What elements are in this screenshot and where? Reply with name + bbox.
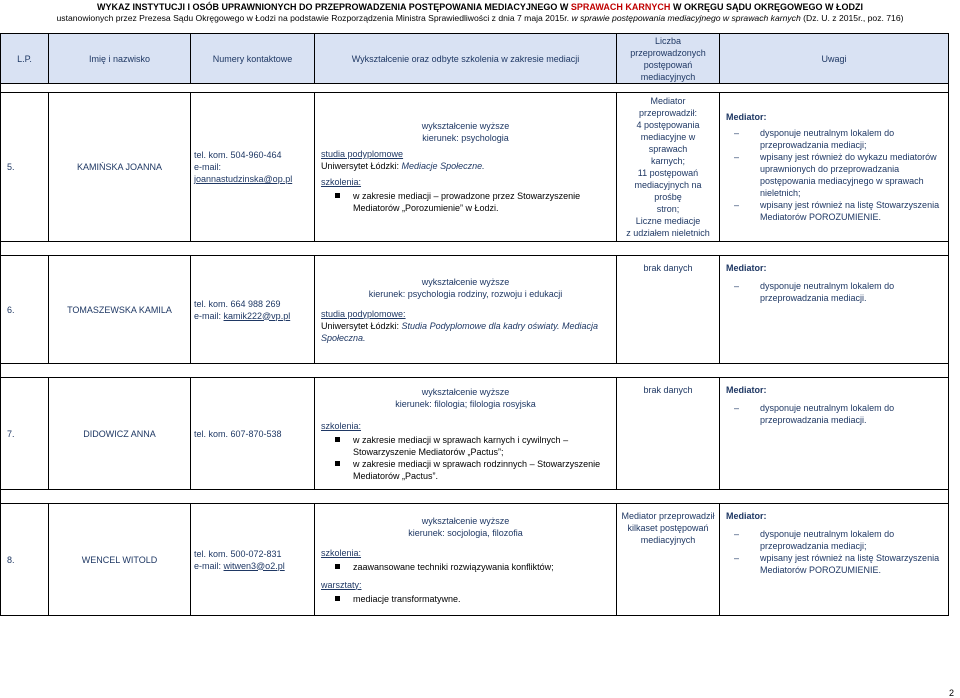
col-contact-header: Numery kontaktowe [191,34,315,84]
training-item: w zakresie mediacji w sprawach rodzinnych – Stowarzyszenie Mediatorów „Pactus”. [335,458,610,482]
training-label: szkolenia: [321,420,362,431]
row-count: brak danych [617,378,720,490]
edu-field: kierunek: psychologia rodziny, rozwoju i edukacji [368,288,563,299]
studies-italic: Studia Podyplomowe dla kadry oświaty. Mediacja Społeczna. [321,320,598,343]
edu-title: wykształcenie wyższe [421,276,510,287]
email-link[interactable]: joannastudzinska@op.pl [194,174,293,184]
notes-item: – dysponuje neutralnym lokalem do przeprowadzania mediacji; [734,127,942,151]
training-item: w zakresie mediacji – prowadzone przez Stowarzyszenie Mediatorów „Porozumienie” w Łodzi. [335,190,610,214]
row-notes [720,378,949,490]
training-item: w zakresie mediacji w sprawach karnych i cywilnych – Stowarzyszenie Mediatorów „Pactus”; [335,434,610,458]
workshops-label: warsztaty: [321,579,362,590]
notes-item: – wpisany jest również na listę Stowarzyszenia Mediatorów POROZUMIENIE. [734,199,942,223]
table-row [1,93,949,242]
email-label: e-mail: [194,310,222,321]
row-name: KAMIŃSKA JOANNA [49,93,191,242]
row-lp: 6. [1,256,49,364]
edu-field: kierunek: filologia; filologia rosyjska [395,398,536,409]
col-name-header: Imię i nazwisko [49,34,191,84]
mediators-table [0,33,949,616]
col-education-header: Wykształcenie oraz odbyte szkolenia w zakresie mediacji [315,34,617,84]
email-label: e-mail: [194,560,222,571]
phone: tel. kom. 504-960-464 [194,150,282,160]
header-line-2: ustanowionych przez Prezesa Sądu Okręgowego w Łodzi na podstawie Rozporządzenia Ministra Sprawiedliwości z dnia 7 maja 2015r. w sprawie postępowania mediacyjnego w sprawach karnych (Dz. U. z 2015r., poz. 716) [56,13,904,23]
row-education [315,93,617,242]
row-lp: 7. [1,378,49,490]
studies-label: studia podyplomowe [321,149,404,159]
notes-label: Mediator: [726,511,767,521]
table-row [1,256,949,364]
row-name: WENCEL WITOLD [49,504,191,616]
email-label: e-mail: [194,162,222,172]
row-education [315,256,617,364]
notes-item: – wpisany jest również na listę Stowarzyszenia Mediatorów POROZUMIENIE. [734,552,942,576]
row-contact [191,93,315,242]
studies-label: studia podyplomowe: [321,308,406,319]
notes-item: – wpisany jest również do wykazu mediatorów uprawnionych do przeprowadzania postępowania mediacyjnego w sprawach nieletnich; [734,151,942,199]
edu-title: wykształcenie wyższe [421,515,510,526]
row-count: Mediator przeprowadził kilkaset postępowań mediacyjnych [617,504,720,616]
col-notes-header: Uwagi [720,34,949,84]
row-lp: 8. [1,504,49,616]
row-notes [720,504,949,616]
row-count: brak danych [617,256,720,364]
email-link[interactable]: kamik222@vp.pl [223,310,291,321]
training-label: szkolenia: [321,177,362,187]
notes-label: Mediator: [726,385,767,395]
training-label: szkolenia: [321,547,362,558]
row-notes [720,256,949,364]
row-count: Mediator przeprowadził: 4 postępowania mediacyjne w sprawach karnych; 11 postępowań mediacyjnych na prośbę stron; Liczne mediacje z udziałem nieletnich [617,93,720,242]
row-education [315,504,617,616]
studies-italic: Mediacje Społeczne. [401,161,485,171]
workshop-item: mediacje transformatywne. [335,593,610,605]
header-line-1: WYKAZ INSTYTUCJI I OSÓB UPRAWNIONYCH DO PRZEPROWADZENIA POSTĘPOWANIA MEDIACYJNEGO W SPRAWACH KARNYCH W OKRĘGU SĄDU OKRĘGOWEGO W ŁODZI [97,2,863,12]
email-link[interactable]: witwen3@o2.pl [223,560,285,571]
col-count-header: Liczba przeprowadzonych postępowań mediacyjnych [617,34,720,84]
page-number: 2 [948,688,954,698]
phone: tel. kom. 664 988 269 [194,298,281,309]
notes-label: Mediator: [726,263,767,273]
edu-field: kierunek: psychologia [422,133,509,143]
row-name: DIDOWICZ ANNA [49,378,191,490]
row-contact [191,378,315,490]
studies-text: Uniwersytet Łódzki: [321,161,400,171]
row-lp: 5. [1,93,49,242]
phone: tel. kom. 607-870-538 [194,428,282,439]
notes-item: – dysponuje neutralnym lokalem do przeprowadzania mediacji. [734,402,942,426]
phone: tel. kom. 500-072-831 [194,548,282,559]
row-contact [191,256,315,364]
row-education [315,378,617,490]
col-lp-header: L.P. [1,34,49,84]
table-row [1,378,949,490]
notes-item: – dysponuje neutralnym lokalem do przeprowadzania mediacji. [734,280,942,304]
row-contact [191,504,315,616]
row-name: TOMASZEWSKA KAMILA [49,256,191,364]
table-header-row [1,34,949,84]
notes-label: Mediator: [726,112,767,122]
edu-title: wykształcenie wyższe [421,386,510,397]
training-item: zaawansowane techniki rozwiązywania konfliktów; [335,561,610,573]
studies-text: Uniwersytet Łódzki: [321,320,400,331]
document-header [0,2,960,24]
edu-field: kierunek: socjologia, filozofia [408,527,523,538]
row-notes [720,93,949,242]
edu-title: wykształcenie wyższe [421,121,510,131]
table-row [1,504,949,616]
notes-item: – dysponuje neutralnym lokalem do przeprowadzania mediacji; [734,528,942,552]
